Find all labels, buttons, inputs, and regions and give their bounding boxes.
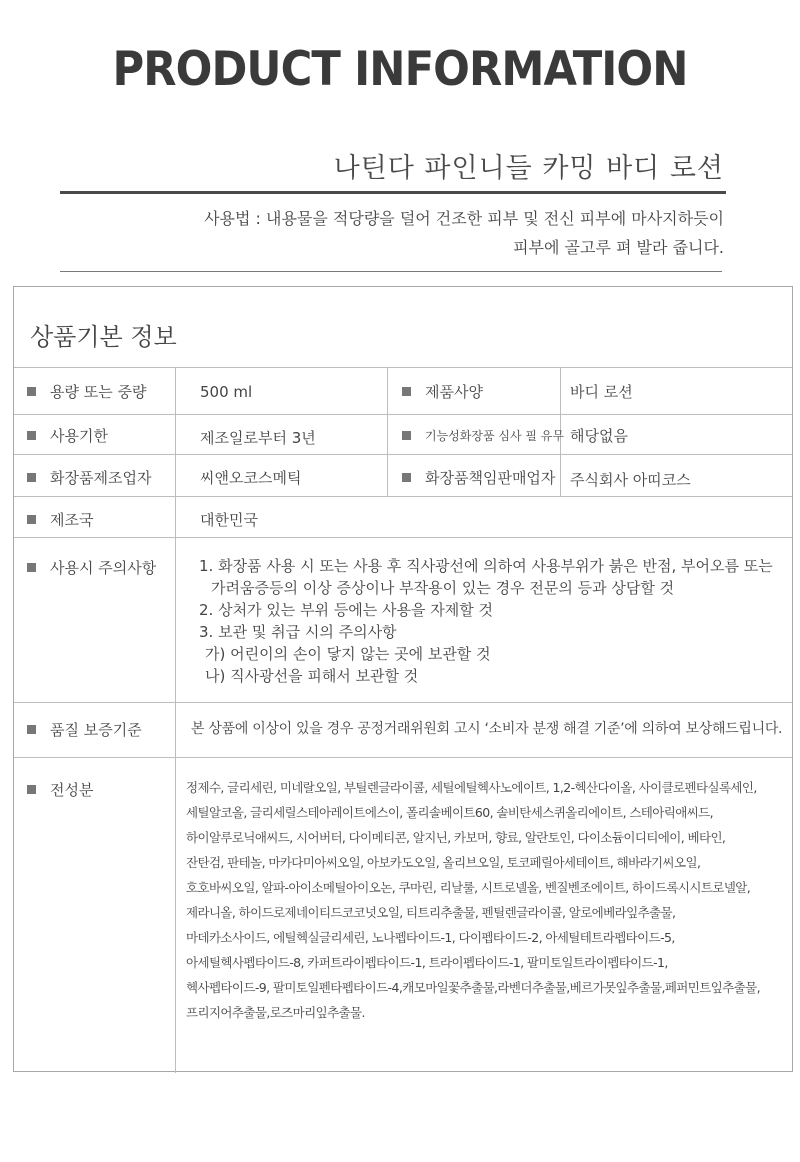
bullet-square-icon	[27, 785, 36, 794]
row-label-volume: 용량 또는 중량	[27, 381, 146, 402]
value-country: 대한민국	[200, 511, 258, 529]
row-divider	[14, 367, 792, 368]
row-label-expiry: 사용기한	[27, 425, 108, 446]
product-info-panel	[13, 286, 793, 1072]
product-name: 나틴다 파인니들 카밍 바디 로션	[333, 153, 724, 184]
bullet-square-icon	[402, 431, 411, 440]
ingredient-line: 헥사펩타이드-9, 팔미토일펜타펩타이드-4,캐모마일꽃추출물,라벤더추출물,베르가못잎추출물,페퍼민트잎추출물,	[186, 980, 760, 995]
bullet-square-icon	[402, 473, 411, 482]
caution-line: 나) 직사광선을 피해서 보관할 것	[205, 667, 419, 685]
usage-line-2: 피부에 골고루 펴 발라 줍니다.	[513, 238, 724, 257]
bullet-square-icon	[27, 473, 36, 482]
value-quality: 본 상품에 이상이 있을 경우 공정거래위원회 고시 ‘소비자 분쟁 해결 기준’에 의하여 보상해드립니다.	[191, 721, 783, 737]
value-manufacturer: 씨앤오코스메틱	[200, 469, 302, 487]
title-divider	[60, 191, 726, 194]
ingredient-line: 마데카소사이드, 에틸헥실글리세린, 노나펩타이드-1, 다이펩타이드-2, 아세틸테트라펩타이드-5,	[186, 930, 675, 945]
row-divider	[14, 414, 792, 415]
row-divider	[14, 454, 792, 455]
ingredient-line: 하이알루로닉애씨드, 시어버터, 다이메티콘, 알지닌, 카보머, 향료, 알란토인, 다이소듐이디티에이, 베타인,	[186, 830, 726, 845]
row-label-manufacturer: 화장품제조업자	[27, 467, 151, 488]
value-volume: 500 ml	[200, 383, 253, 401]
row-label-seller: 화장품책임판매업자	[402, 467, 555, 488]
usage-instructions	[84, 204, 724, 262]
value-seller: 주식회사 아띠코스	[570, 471, 691, 489]
bullet-square-icon	[402, 387, 411, 396]
ingredient-line: 아세틸헥사펩타이드-8, 카퍼트라이펩타이드-1, 트라이펩타이드-1, 팔미토일트라이펩타이드-1,	[186, 955, 668, 970]
row-divider	[14, 702, 792, 703]
column-divider	[175, 367, 176, 1073]
value-expiry: 제조일로부터 3년	[200, 429, 316, 447]
ingredient-line: 제라니올, 하이드로제네이티드코코넛오일, 티트리추출물, 펜틸렌글라이콜, 알로에베라잎추출물,	[186, 905, 676, 920]
value-functional: 해당없음	[570, 427, 628, 445]
row-label-cautions: 사용시 주의사항	[27, 557, 156, 578]
usage-line-1: 사용법 : 내용물을 적당량을 덜어 건조한 피부 및 전신 피부에 마사지하듯이	[204, 209, 724, 228]
caution-line: 3. 보관 및 취급 시의 주의사항	[199, 623, 397, 641]
ingredient-line: 호호바씨오일, 알파-아이소메틸아이오논, 쿠마린, 리날룰, 시트로넬올, 벤질벤조에이트, 하이드록시시트로넬알,	[186, 880, 751, 895]
caution-line: 1. 화장품 사용 시 또는 사용 후 직사광선에 의하여 사용부위가 붉은 반점, 부어오름 또는	[199, 557, 773, 575]
row-divider	[14, 757, 792, 758]
cautions-list	[199, 555, 773, 687]
bullet-square-icon	[27, 725, 36, 734]
column-divider	[387, 367, 388, 497]
bullet-square-icon	[27, 387, 36, 396]
caution-line: 2. 상처가 있는 부위 등에는 사용을 자제할 것	[199, 601, 494, 619]
caution-line: 가) 어린이의 손이 닿지 않는 곳에 보관할 것	[205, 645, 491, 663]
page-title: PRODUCT INFORMATION	[112, 42, 688, 97]
bullet-square-icon	[27, 515, 36, 524]
row-label-functional: 기능성화장품 심사 필 유무	[402, 427, 564, 444]
row-label-ingredients: 전성분	[27, 779, 93, 800]
row-label-quality: 품질 보증기준	[27, 719, 142, 740]
row-label-country: 제조국	[27, 509, 93, 530]
row-divider	[14, 496, 792, 497]
bullet-square-icon	[27, 563, 36, 572]
ingredient-line: 세틸알코올, 글리세릴스테아레이트에스이, 폴리솔베이트60, 솔비탄세스퀴올리에이트, 스테아릭애씨드,	[186, 805, 714, 820]
row-divider	[14, 537, 792, 538]
ingredients-list	[186, 775, 786, 1025]
section-title: 상품기본 정보	[30, 323, 177, 351]
bullet-square-icon	[27, 431, 36, 440]
ingredient-line: 프리지어추출물,로즈마리잎추출물.	[186, 1005, 365, 1020]
ingredient-line: 정제수, 글리세린, 미네랄오일, 부틸렌글라이콜, 세틸에틸헥사노에이트, 1,2-헥산다이올, 사이클로펜타실록세인,	[186, 780, 757, 795]
caution-line: 가려움증등의 이상 증상이나 부작용이 있는 경우 전문의 등과 상담할 것	[211, 579, 675, 597]
row-label-spec: 제품사양	[402, 381, 483, 402]
usage-divider	[60, 271, 722, 272]
value-spec: 바디 로션	[570, 383, 633, 401]
ingredient-line: 잔탄검, 판테놀, 마카다미아씨오일, 아보카도오일, 올리브오일, 토코페릴아세테이트, 해바라기씨오일,	[186, 855, 701, 870]
